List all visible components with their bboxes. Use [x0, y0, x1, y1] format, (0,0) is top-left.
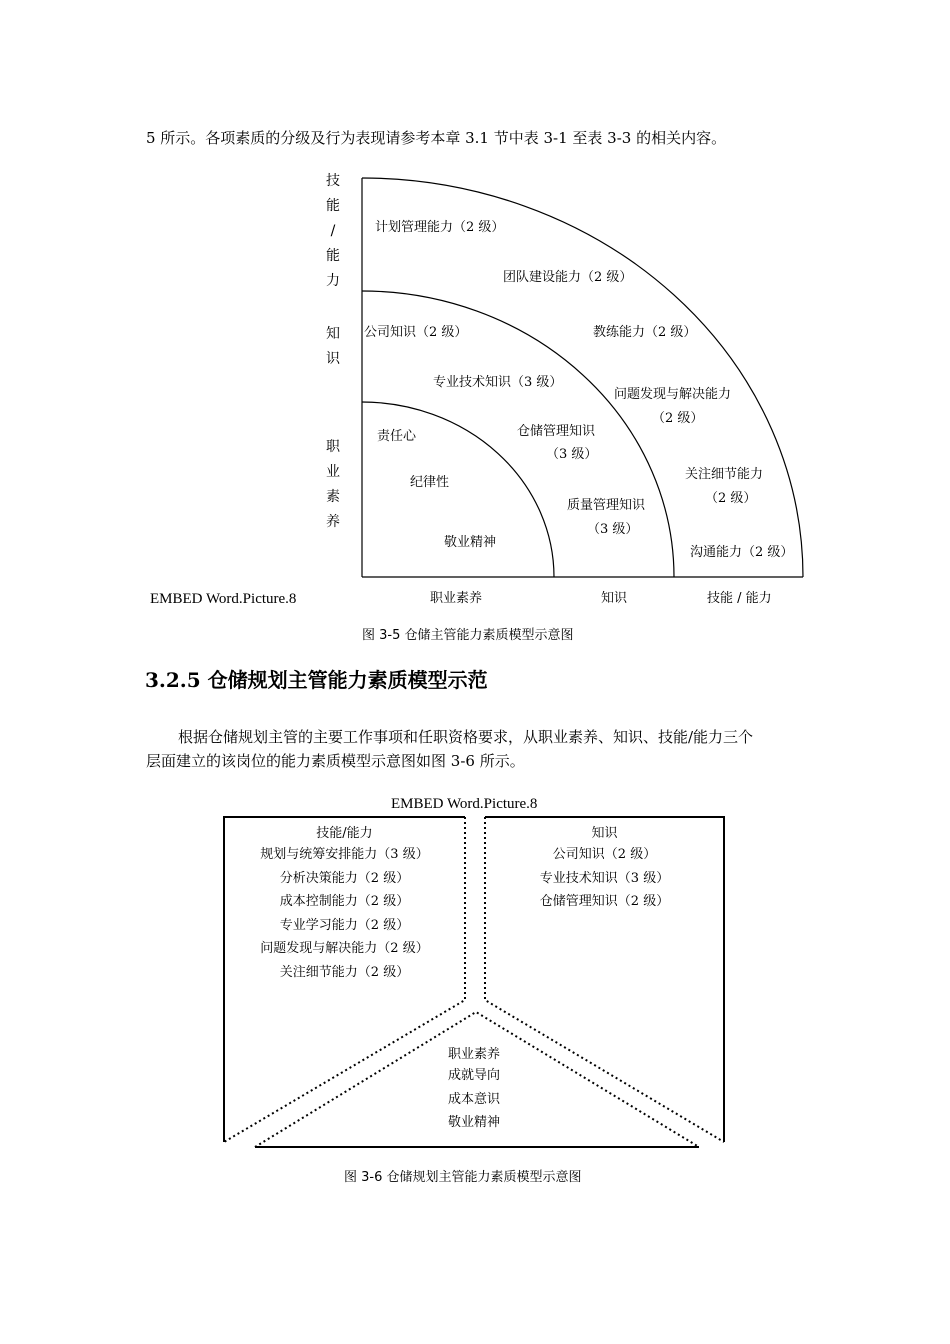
figure-caption: 图 3-5 仓储主管能力素质模型示意图 — [362, 628, 574, 643]
ring-label: 仓储管理知识 — [517, 424, 596, 439]
figure-caption: 图 3-6 仓储规划主管能力素质模型示意图 — [344, 1170, 582, 1185]
x-axis-label-skills: 技能 / 能力 — [707, 591, 772, 606]
ring-label: 纪律性 — [410, 475, 450, 490]
list-item: 敬业精神 — [447, 1115, 500, 1130]
ring-label: 敬业精神 — [444, 535, 497, 550]
paragraph-line: 根据仓储规划主管的主要工作事项和任职资格要求，从职业素养、知识、技能/能力三个 — [178, 728, 754, 746]
list-item: 分析决策能力（2 级） — [279, 870, 410, 886]
section-heading: 3.2.5 仓储规划主管能力素质模型示范 — [145, 668, 488, 692]
ring-label: 计划管理能力（2 级） — [375, 220, 505, 235]
ring-label: 公司知识（2 级） — [364, 325, 468, 340]
ring-label: （2 级） — [705, 491, 757, 506]
list-item: 专业学习能力（2 级） — [279, 917, 410, 933]
skills-box — [224, 822, 465, 984]
ring-label: 关注细节能力 — [685, 467, 764, 482]
skills-box-title: 技能/能力 — [316, 826, 373, 841]
list-item: 专业技术知识（3 级） — [539, 870, 670, 886]
quality-box-title: 职业素养 — [447, 1047, 500, 1062]
ring-label: （3 级） — [546, 447, 598, 462]
embed-placeholder: EMBED Word.Picture.8 — [391, 796, 538, 812]
ring-label: 质量管理知识 — [567, 498, 646, 513]
list-item: 成本意识 — [447, 1091, 500, 1107]
y-axis-label-knowledge: 知 识 — [326, 326, 340, 367]
x-axis-label-professional-quality: 职业素养 — [430, 591, 483, 606]
x-axis-label-knowledge: 知识 — [601, 591, 628, 606]
ring-label: 沟通能力（2 级） — [690, 545, 794, 560]
ring-label: 责任心 — [377, 429, 417, 444]
list-item: 成就导向 — [447, 1068, 500, 1083]
paragraph-line: 层面建立的该岗位的能力素质模型示意图如图 3-6 所示。 — [146, 752, 525, 770]
list-item: 公司知识（2 级） — [552, 847, 657, 862]
ring-label: 问题发现与解决能力 — [614, 387, 732, 402]
y-axis-label-skills: 技 能 / 能 力 — [326, 173, 340, 289]
y-axis-label-professional-quality: 职 业 素 养 — [326, 439, 340, 530]
ring-label: 教练能力（2 级） — [593, 325, 697, 340]
list-item: 成本控制能力（2 级） — [279, 894, 410, 909]
ring-label: （3 级） — [587, 522, 639, 537]
list-item: 关注细节能力（2 级） — [279, 964, 410, 980]
quality-box — [374, 1043, 574, 1135]
knowledge-box — [485, 822, 724, 914]
ring-label: （2 级） — [652, 411, 704, 426]
knowledge-box-title: 知识 — [591, 826, 618, 841]
list-item: 仓储管理知识（2 级） — [539, 894, 670, 909]
ring-label: 专业技术知识（3 级） — [433, 375, 563, 390]
ring-label: 团队建设能力（2 级） — [503, 270, 633, 285]
paragraph-top: 5 所示。各项素质的分级及行为表现请参考本章 3.1 节中表 3-1 至表 3-3 的相关内容。 — [146, 129, 727, 147]
embed-placeholder: EMBED Word.Picture.8 — [150, 591, 297, 607]
list-item: 问题发现与解决能力（2 级） — [260, 941, 429, 956]
list-item: 规划与统筹安排能力（3 级） — [260, 847, 429, 862]
